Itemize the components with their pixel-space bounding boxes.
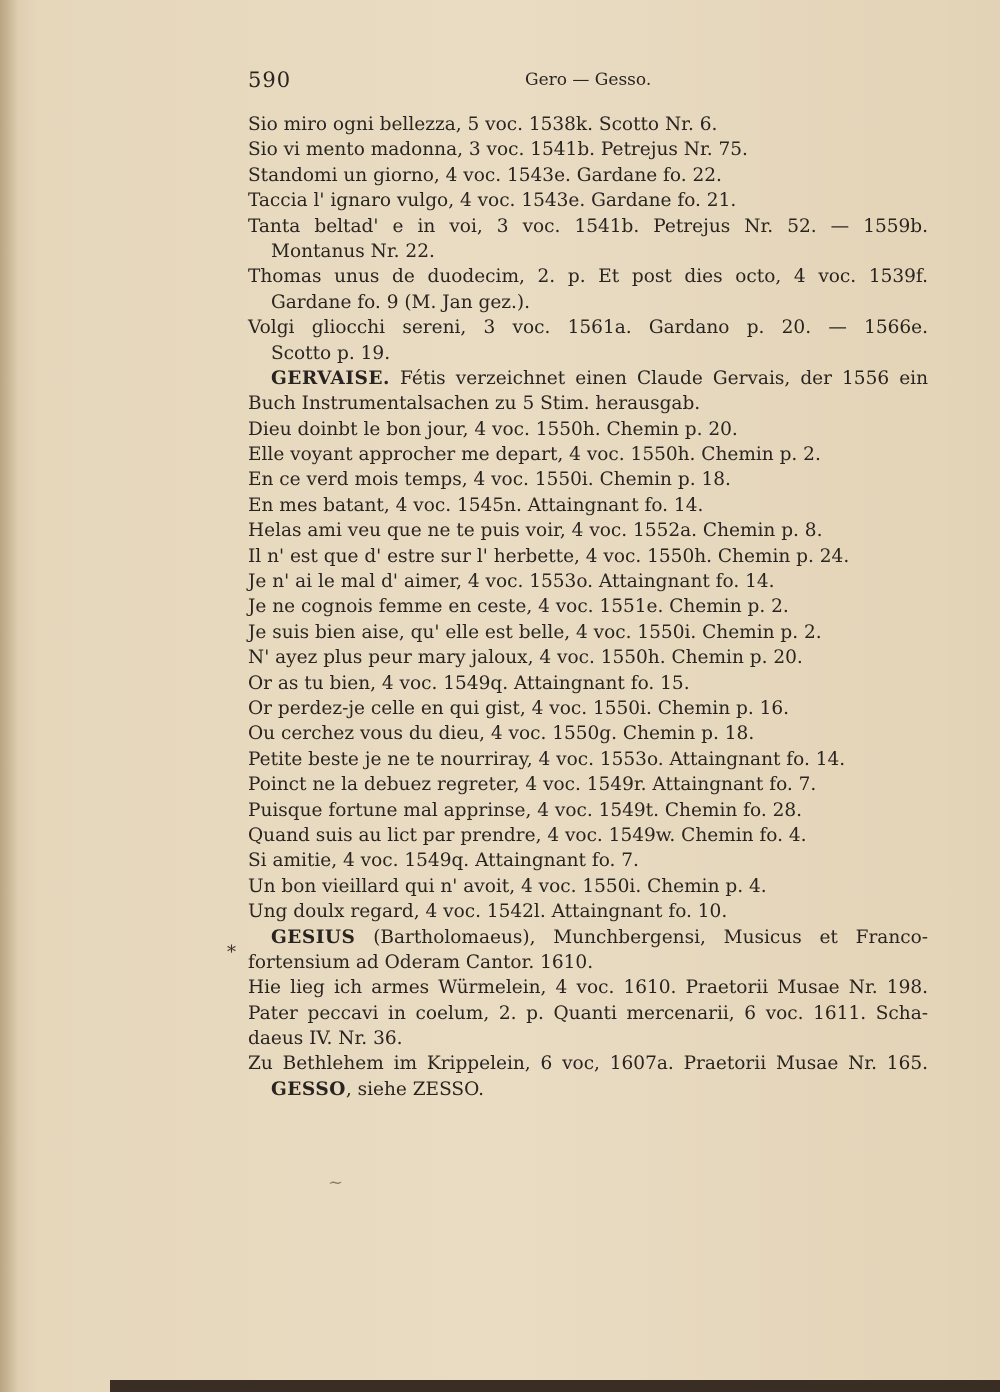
line-text: Helas ami veu que ne te puis voir, 4 voc. 1552a. Chemin p. 8. xyxy=(248,520,823,542)
line-text: Ou cerchez vous du dieu, 4 voc. 1550g. Chemin p. 18. xyxy=(248,723,755,745)
entry-heading-line xyxy=(248,925,928,950)
line-text: En ce verd mois temps, 4 voc. 1550i. Chemin p. 18. xyxy=(248,469,731,491)
line-text: N' ayez plus peur mary jaloux, 4 voc. 1550h. Chemin p. 20. xyxy=(248,647,803,669)
text-line xyxy=(248,645,928,670)
text-line xyxy=(248,950,928,975)
text-line xyxy=(248,391,928,416)
page-header xyxy=(248,68,928,98)
text-body xyxy=(248,112,928,1102)
text-line xyxy=(248,620,928,645)
line-text: Puisque fortune mal apprinse, 4 voc. 1549t. Chemin fo. 28. xyxy=(248,799,802,821)
text-line xyxy=(248,798,928,823)
composer-name: GESSO xyxy=(271,1078,346,1100)
text-line xyxy=(248,671,928,696)
text-line xyxy=(248,848,928,873)
line-text: Scotto p. 19. xyxy=(271,342,391,364)
line-text: fortensium ad Oderam Cantor. 1610. xyxy=(248,951,594,973)
line-text: Je suis bien aise, qu' elle est belle, 4 voc. 1550i. Chemin p. 2. xyxy=(248,621,822,643)
text-line xyxy=(248,772,928,797)
line-text: Je n' ai le mal d' aimer, 4 voc. 1553o. Attaingnant fo. 14. xyxy=(248,571,775,593)
text-line xyxy=(248,1001,928,1026)
line-text: , siehe ZESSO. xyxy=(345,1078,485,1100)
margin-asterisk: * xyxy=(227,942,236,963)
entry-heading-line xyxy=(248,1077,928,1102)
text-line xyxy=(248,1026,928,1051)
line-text: Tanta beltad' e in voi, 3 voc. 1541b. Petrejus Nr. 52. — 1559b. xyxy=(248,215,928,237)
line-text: Petite beste je ne te nourriray, 4 voc. 1553o. Attaingnant fo. 14. xyxy=(248,748,846,770)
running-head: Gero — Gesso. xyxy=(525,70,652,90)
line-text: Or as tu bien, 4 voc. 1549q. Attaingnant fo. 15. xyxy=(248,672,690,694)
line-text: Ung doulx regard, 4 voc. 1542l. Attaingnant fo. 10. xyxy=(248,901,728,923)
text-line xyxy=(248,518,928,543)
text-line xyxy=(248,315,928,340)
line-text: (Bartholomaeus), Munchbergensi, Musicus et Franco- xyxy=(355,926,928,948)
text-line xyxy=(248,137,928,162)
line-text: Elle voyant approcher me depart, 4 voc. 1550h. Chemin p. 2. xyxy=(248,444,821,466)
page-shadow-edge xyxy=(0,0,18,1392)
text-line xyxy=(248,493,928,518)
line-text: Un bon vieillard qui n' avoit, 4 voc. 1550i. Chemin p. 4. xyxy=(248,875,767,897)
text-line xyxy=(248,112,928,137)
line-text: Il n' est que d' estre sur l' herbette, 4 voc. 1550h. Chemin p. 24. xyxy=(248,545,850,567)
text-line xyxy=(248,341,928,366)
text-line xyxy=(248,696,928,721)
composer-name: GESIUS xyxy=(271,926,356,948)
text-line xyxy=(248,544,928,569)
composer-name: GERVAISE. xyxy=(271,367,390,389)
text-line xyxy=(248,1051,928,1076)
text-line xyxy=(248,899,928,924)
text-line xyxy=(248,874,928,899)
line-text: Sio miro ogni bellezza, 5 voc. 1538k. Scotto Nr. 6. xyxy=(248,114,718,135)
text-line xyxy=(248,442,928,467)
line-text: Montanus Nr. 22. xyxy=(271,240,435,262)
text-line xyxy=(248,264,928,289)
line-text: Standomi un giorno, 4 voc. 1543e. Gardane fo. 22. xyxy=(248,164,722,186)
entry-heading-line xyxy=(248,366,928,391)
page-number: 590 xyxy=(248,68,292,92)
line-text: Taccia l' ignaro vulgo, 4 voc. 1543e. Gardane fo. 21. xyxy=(248,190,737,212)
line-text: Quand suis au lict par prendre, 4 voc. 1549w. Chemin fo. 4. xyxy=(248,824,807,846)
text-line xyxy=(248,823,928,848)
line-text: Dieu doinbt le bon jour, 4 voc. 1550h. Chemin p. 20. xyxy=(248,418,738,440)
text-line xyxy=(248,721,928,746)
line-text: En mes batant, 4 voc. 1545n. Attaingnant fo. 14. xyxy=(248,494,704,516)
line-text: Si amitie, 4 voc. 1549q. Attaingnant fo. 7. xyxy=(248,850,639,872)
text-line xyxy=(248,467,928,492)
scan-bottom-edge xyxy=(110,1380,1000,1392)
text-line xyxy=(248,163,928,188)
line-text: Gardane fo. 9 (M. Jan gez.). xyxy=(271,291,531,313)
text-line xyxy=(248,975,928,1000)
line-text: Hie lieg ich armes Würmelein, 4 voc. 1610. Praetorii Musae Nr. 198. xyxy=(248,977,928,999)
line-text: Je ne cognois femme en ceste, 4 voc. 1551e. Chemin p. 2. xyxy=(248,596,789,618)
line-text: Sio vi mento madonna, 3 voc. 1541b. Petrejus Nr. 75. xyxy=(248,139,748,161)
text-line xyxy=(248,239,928,264)
text-line xyxy=(248,417,928,442)
line-text: Volgi gliocchi sereni, 3 voc. 1561a. Gardano p. 20. — 1566e. xyxy=(248,317,928,339)
text-line xyxy=(248,747,928,772)
text-line xyxy=(248,214,928,239)
text-line xyxy=(248,569,928,594)
line-text: Fétis verzeichnet einen Claude Gervais, der 1556 ein xyxy=(389,367,928,389)
ink-smudge: ~ xyxy=(328,1172,344,1193)
line-text: Zu Bethlehem im Krippelein, 6 voc, 1607a. Praetorii Musae Nr. 165. xyxy=(248,1053,928,1075)
line-text: Buch Instrumentalsachen zu 5 Stim. herausgab. xyxy=(248,393,701,415)
line-text: Poinct ne la debuez regreter, 4 voc. 1549r. Attaingnant fo. 7. xyxy=(248,774,817,796)
line-text: Pater peccavi in coelum, 2. p. Quanti mercenarii, 6 voc. 1611. Scha- xyxy=(248,1002,928,1024)
text-line xyxy=(248,290,928,315)
line-text: daeus IV. Nr. 36. xyxy=(248,1028,403,1050)
line-text: Or perdez-je celle en qui gist, 4 voc. 1550i. Chemin p. 16. xyxy=(248,697,790,719)
text-line xyxy=(248,594,928,619)
text-line xyxy=(248,188,928,213)
line-text: Thomas unus de duodecim, 2. p. Et post dies octo, 4 voc. 1539f. xyxy=(248,266,928,288)
